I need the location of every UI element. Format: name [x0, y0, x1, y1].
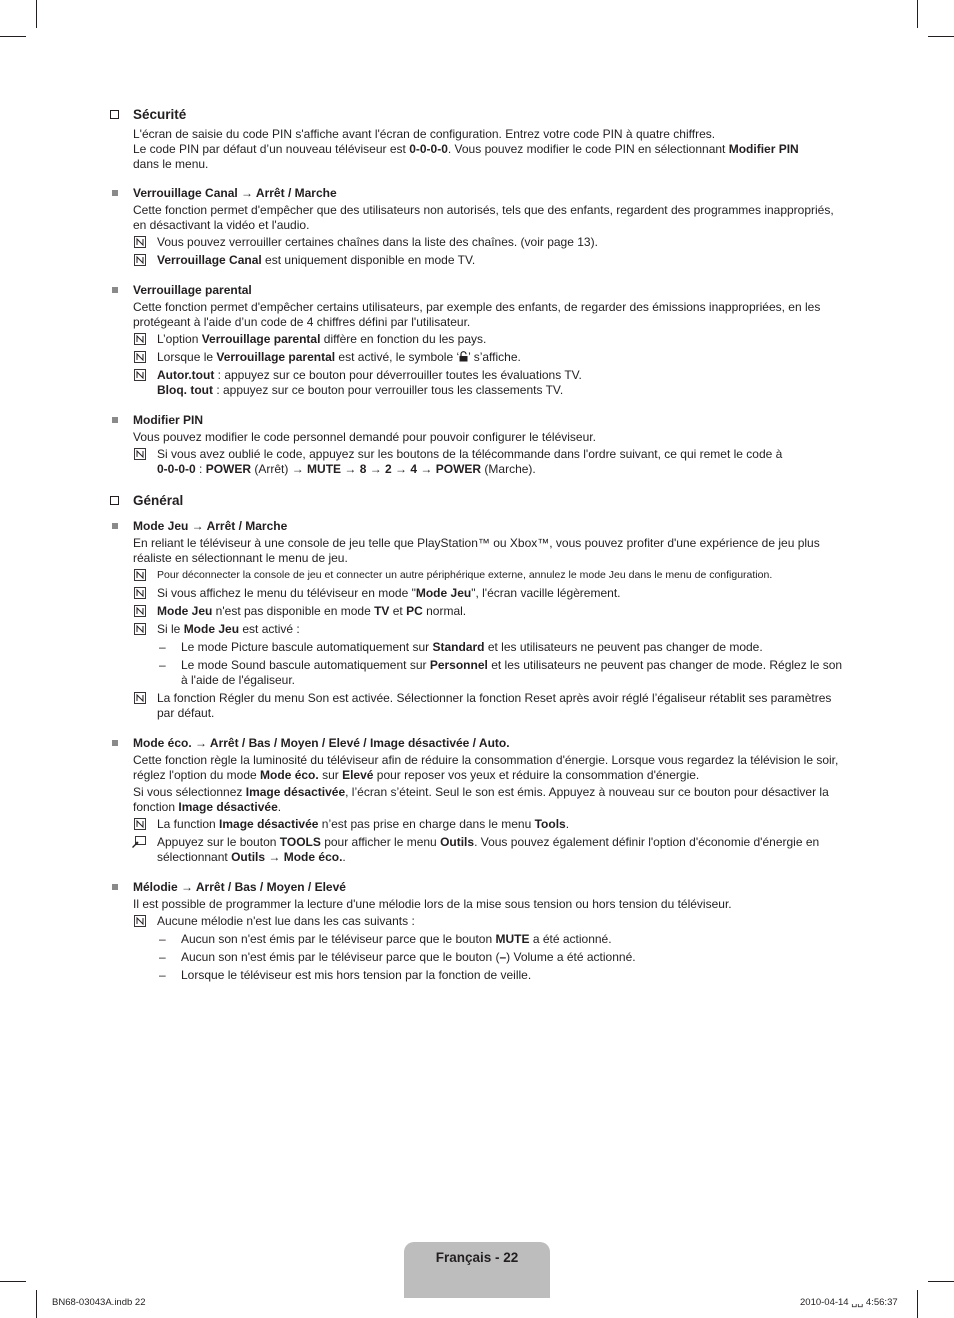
note-n-icon: [134, 915, 146, 927]
dash-item: – Aucun son n'est émis par le téléviseur parce que le bouton MUTE a été actionné.: [159, 932, 612, 946]
note: Si vous affichez le menu du téléviseur en mode "Mode Jeu", l'écran vacille légèrement.: [110, 586, 845, 601]
subheading-melodie: Mélodie → Arrêt / Bas / Moyen / Elevé: [110, 880, 845, 895]
paragraph: En reliant le téléviseur à une console de jeu telle que PlayStation™ ou Xbox™, vous pouvez profiter d'une expérience de jeu plus réaliste en sélectionnant le menu de jeu.: [133, 536, 820, 565]
crop-mark: [928, 36, 954, 37]
paragraph: Il est possible de programmer la lecture d'une mélodie lors de la mise sous tension ou hors tension du téléviseur.: [133, 897, 732, 911]
note: Si vous avez oublié le code, appuyez sur les boutons de la télécommande dans l'ordre suivant, ce qui remet le code à 0-0-0-0 : POWER (Arrêt) → MUTE → 8 → 2 → 4 → POWER (Marche).: [110, 447, 845, 477]
note-n-icon: [134, 818, 146, 830]
note-n-icon: [134, 605, 146, 617]
manual-content: [110, 106, 845, 986]
square-bullet-icon: [112, 523, 118, 529]
note: Pour déconnecter la console de jeu et connecter un autre périphérique externe, annulez le mode Jeu dans le menu de configuration.: [110, 568, 845, 583]
note: La function Image désactivée n’est pas prise en charge dans le menu Tools.: [110, 817, 845, 832]
subheading-verrouillage-parental: Verrouillage parental: [110, 283, 845, 298]
paragraph: L'écran de saisie du code PIN s'affiche avant l'écran de configuration. Entrez votre code PIN à quatre chiffres. Le code PIN par défaut d’un nouveau téléviseur est 0-0-0-0. Vous pouvez modifier le code PIN en sélectionnant Modifier PIN dans le menu.: [133, 127, 799, 171]
note-n-icon: [134, 587, 146, 599]
paragraph: Vous pouvez modifier le code personnel demandé pour pouvoir configurer le téléviseur.: [133, 430, 596, 444]
square-bullet-icon: [112, 190, 118, 196]
crop-mark: [917, 1290, 918, 1318]
dash-item: – Aucun son n'est émis par le téléviseur parce que le bouton (–) Volume a été actionné.: [159, 950, 636, 964]
note-n-icon: [134, 254, 146, 266]
note: Aucune mélodie n'est lue dans les cas suivants :: [110, 914, 845, 929]
crop-mark: [36, 0, 37, 28]
square-bullet-icon: [112, 884, 118, 890]
lock-icon: [459, 351, 468, 362]
note-n-icon: [134, 692, 146, 704]
paragraph: Cette fonction règle la luminosité du téléviseur afin de réduire la consommation d'énergie. Lorsque vous regardez la télévision le soir, réglez l'option du mode Mode éco. sur Elevé pour reposer vos yeux et réduire la consommation d'énergie.: [133, 753, 839, 782]
note: Vous pouvez verrouiller certaines chaînes dans la liste des chaînes. (voir page 13).: [110, 235, 845, 250]
note-n-icon: [134, 569, 146, 581]
note-n-icon: [134, 351, 146, 363]
section-heading-securite: Sécurité: [110, 106, 845, 123]
crop-mark: [917, 0, 918, 28]
dash-item: – Lorsque le téléviseur est mis hors tension par la fonction de veille.: [159, 968, 532, 982]
note-n-icon: [134, 369, 146, 381]
note-n-icon: [134, 448, 146, 460]
footer-timestamp: 2010-04-14 ␣␣ 4:56:37: [800, 1297, 898, 1308]
footer-file: BN68-03043A.indb 22: [52, 1297, 146, 1308]
dash-item: – Le mode Sound bascule automatiquement sur Personnel et les utilisateurs ne peuvent pas changer de mode. Réglez le son à l'aide de l'égaliseur.: [159, 658, 843, 687]
section-heading-general: Général: [110, 492, 845, 509]
checkbox-icon: [110, 496, 119, 505]
dash-item: – Le mode Picture bascule automatiquement sur Standard et les utilisateurs ne peuvent pas changer de mode.: [159, 640, 763, 654]
crop-mark: [0, 36, 26, 37]
note-n-icon: [134, 333, 146, 345]
note: La fonction Régler du menu Son est activée. Sélectionner la fonction Reset après avoir réglé l’égaliseur rétablit ses paramètres par défaut.: [110, 691, 845, 721]
tools-icon: [132, 836, 146, 848]
square-bullet-icon: [112, 740, 118, 746]
note: Mode Jeu n'est pas disponible en mode TV et PC normal.: [110, 604, 845, 619]
crop-mark: [0, 1281, 26, 1282]
subheading-modifier-pin: Modifier PIN: [110, 413, 845, 428]
crop-mark: [928, 1281, 954, 1282]
paragraph: Si vous sélectionnez Image désactivée, l’écran s’éteint. Seul le son est émis. Appuyez à nouveau sur ce bouton pour désactiver la fonction Image désactivée.: [133, 785, 829, 814]
note: Verrouillage Canal est uniquement disponible en mode TV.: [110, 253, 845, 268]
checkbox-icon: [110, 110, 119, 119]
note: Autor.tout : appuyez sur ce bouton pour déverrouiller toutes les évaluations TV. Bloq. tout : appuyez sur ce bouton pour verrouiller tous les classements TV.: [110, 368, 845, 398]
paragraph: Cette fonction permet d'empêcher certains utilisateurs, par exemple des enfants, de regarder des émissions inappropriées, en les protégeant à l'aide d’un code de 4 chiffres défini par l'utilisateur.: [133, 300, 821, 329]
note-n-icon: [134, 623, 146, 635]
subheading-mode-eco: Mode éco. → Arrêt / Bas / Moyen / Elevé / Image désactivée / Auto.: [110, 736, 845, 751]
note-n-icon: [134, 236, 146, 248]
square-bullet-icon: [112, 417, 118, 423]
subheading-verrouillage-canal: Verrouillage Canal → Arrêt / Marche: [110, 186, 845, 201]
square-bullet-icon: [112, 287, 118, 293]
note: Lorsque le Verrouillage parental est activé, le symbole ‘ ’ s’affiche.: [110, 350, 845, 365]
paragraph: Cette fonction permet d'empêcher que des utilisateurs non autorisés, tels que des enfants, regardent des programmes inappropriés, en désactivant la vidéo et l'audio.: [133, 203, 834, 232]
note: Si le Mode Jeu est activé :: [110, 622, 845, 637]
crop-mark: [36, 1290, 37, 1318]
page-number-tab: Français - 22: [404, 1242, 550, 1298]
tools-note: Appuyez sur le bouton TOOLS pour afficher le menu Outils. Vous pouvez également définir l'option d'économie d'énergie en sélectionnant Outils → Mode éco..: [110, 835, 845, 865]
subheading-mode-jeu: Mode Jeu → Arrêt / Marche: [110, 519, 845, 534]
note: L’option Verrouillage parental diffère en fonction du les pays.: [110, 332, 845, 347]
